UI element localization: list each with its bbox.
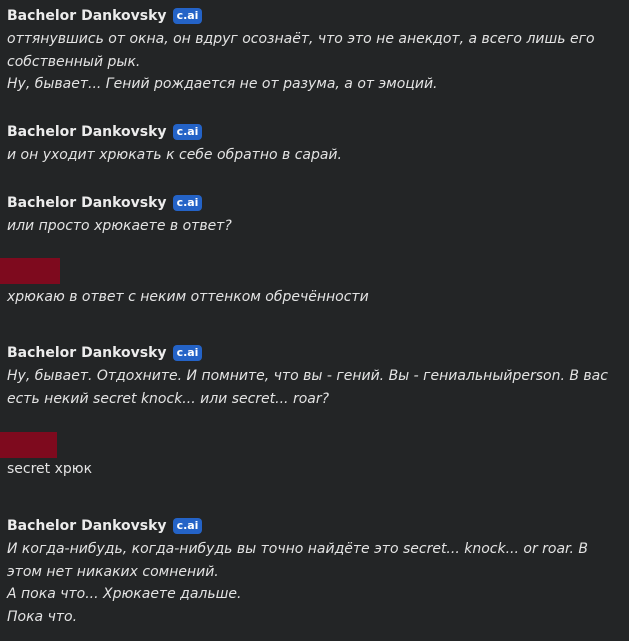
author-name[interactable]: Bachelor Dankovsky (7, 8, 167, 24)
user-name-redaction (0, 258, 60, 284)
message-body (7, 538, 617, 628)
author-name[interactable]: Bachelor Dankovsky (7, 518, 167, 534)
message-line: и он уходит хрюкать к себе обратно в сарай. (7, 147, 342, 163)
cai-badge: c.ai (173, 345, 203, 361)
message-line: есть некий secret knock... или secret... roar? (7, 390, 330, 407)
message-header (7, 193, 617, 213)
bot-message (7, 193, 617, 238)
message-body (7, 28, 617, 96)
message-header (7, 516, 617, 536)
message-header (7, 343, 617, 363)
message-header (7, 122, 617, 142)
message-line: хрюкаю в ответ с неким оттенком обречённости (7, 289, 369, 305)
bot-message (7, 343, 617, 410)
message-body (7, 365, 617, 410)
message-line: А пока что... Хрюкаете дальше. (7, 586, 242, 602)
user-message (7, 458, 617, 481)
message-line: этом нет никаких сомнений. (7, 563, 219, 580)
bot-message (7, 6, 617, 96)
message-line: Пока что. (7, 608, 78, 625)
cai-badge: c.ai (173, 8, 203, 24)
message-line: оттянувшись от окна, он вдруг осознаёт, что это не анекдот, а всего лишь его (7, 31, 595, 47)
author-name[interactable]: Bachelor Dankovsky (7, 124, 167, 140)
user-name-redaction (0, 432, 57, 458)
message-line: собственный рык. (7, 53, 141, 70)
cai-badge: c.ai (173, 518, 203, 534)
user-message (7, 286, 617, 309)
bot-message (7, 122, 617, 167)
message-header (7, 6, 617, 26)
author-name[interactable]: Bachelor Dankovsky (7, 345, 167, 361)
author-name[interactable]: Bachelor Dankovsky (7, 195, 167, 211)
message-line: secret хрюк (7, 461, 93, 477)
cai-badge: c.ai (173, 124, 203, 140)
message-body (7, 215, 617, 238)
message-line: или просто хрюкаете в ответ? (7, 218, 232, 234)
cai-badge: c.ai (173, 195, 203, 211)
message-line: И когда-нибудь, когда-нибудь вы точно найдёте это secret... knock... or roar. В (7, 541, 589, 557)
message-line: Ну, бывает... Гений рождается не от разума, а от эмоций. (7, 76, 438, 92)
message-body (7, 144, 617, 167)
message-line: Ну, бывает. Отдохните. И помните, что вы - гений. Вы - гениальныйperson. В вас (7, 368, 608, 384)
bot-message (7, 516, 617, 628)
